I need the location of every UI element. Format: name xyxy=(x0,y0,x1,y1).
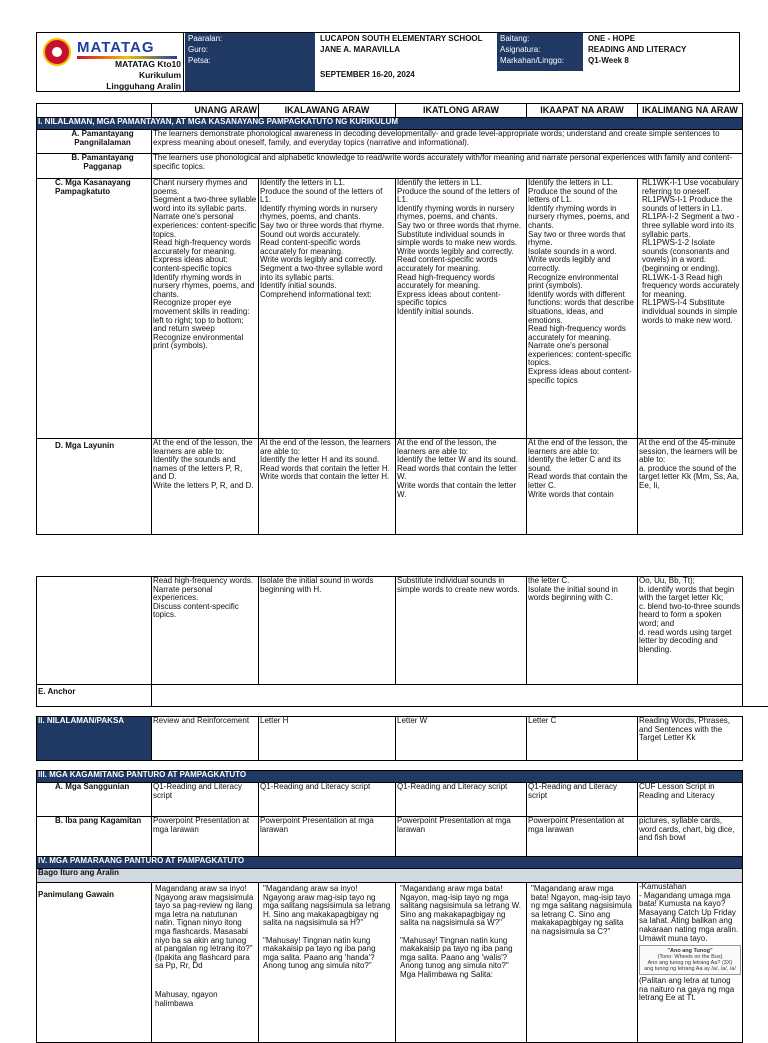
field-value-date: SEPTEMBER 16-20, 2024 xyxy=(320,70,415,79)
objective-cont-cell: Oo, Uu, Bb, Tt); b. identify words that begin with the target letter Kk; c. blend two-to-three sounds heard to form a spoken word; and d. read words using target letter by decoding and blending. xyxy=(638,577,743,685)
song-line: Ano ang tunog ng letrang Aa? (3X) xyxy=(647,960,733,967)
field-value-teacher: JANE A. MARAVILLA xyxy=(320,45,400,54)
material-cell: Powerpoint Presentation at mga larawan xyxy=(527,817,638,857)
day-header: IKAAPAT NA ARAW xyxy=(527,104,638,118)
activity-cell xyxy=(638,883,743,1043)
row-label: Panimulang Gawain xyxy=(37,883,152,1043)
material-cell: Powerpoint Presentation at mga larawan xyxy=(152,817,259,857)
competency-cell: Chant nursery rhymes and poems. Segment a two-three syllable word into its syllabic parts. Narrate one's personal experiences: content-specific topics. Read high-frequency words accurately for meaning. Express ideas about: content-specific topics Identify rhyming words in nursery rhymes, poems, and chants. Recognize proper eye movement skills in reading: left to right; top to bottom; and return sweep Recognize environmental print (symbols). xyxy=(152,179,259,439)
logo-cell xyxy=(37,33,184,91)
field-label: Markahan/Linggo: xyxy=(497,55,583,71)
empty-label-cell xyxy=(37,577,152,685)
curriculum-title xyxy=(37,59,181,92)
topic-cell: Letter W xyxy=(396,717,527,761)
objective-cont-cell: Substitute individual sounds in simple words to create new words. xyxy=(396,577,527,685)
section-title: III. MGA KAGAMITANG PANTURO AT PAMPAGKATUTO xyxy=(37,771,743,783)
anchor-cell xyxy=(152,685,743,707)
activity-text: -Kamustahan - Magandang umaga mga bata! Kumusta na kayo? Masayang Catch Up Friday sa lahat. Ating balikan ang nakaraan nating mga aralin. Umawit muna tayo. xyxy=(639,882,739,943)
material-cell: pictures, syllable cards, word cards, chart, big dice, and fish bowl xyxy=(638,817,743,857)
spacer-row xyxy=(37,761,743,771)
section-title: IV. MGA PAMARAANG PANTURO AT PAMPAGKATUTO xyxy=(37,857,743,869)
competency-cell: Identify the letters in L1. Produce the sound of the letters of L1. Identify rhyming words in nursery rhymes, poems, and chants. Say two or three words that rhyme. Isolate sounds in a word. Write words legibly and correctly. Recognize environmental print (symbols). Identify words with different functions: words that describe situations, ideas, and emotions. Read high-frequency words accurately for meaning. Narrate one's personal experiences: content-specific topics. Express ideas about content- specific topics xyxy=(527,179,638,439)
row-label: B. Iba pang Kagamitan xyxy=(37,817,152,857)
activity-text: (Palitan ang letra at tunog na naituro na gaya ng mga letrang Ee at Tt. xyxy=(639,976,735,1003)
reference-cell: Q1-Reading and Literacy script xyxy=(396,783,527,817)
lesson-table-page1 xyxy=(36,103,743,535)
song-image xyxy=(639,945,741,975)
field-label: Paaralan: xyxy=(185,33,315,44)
field-value-grade: ONE - HOPE xyxy=(588,34,636,43)
row-label: B. Pamantayang Pagganap xyxy=(37,154,152,179)
objective-cont-cell: Read high-frequency words. Narrate personal experiences. Discuss content-specific topics. xyxy=(152,577,259,685)
topic-cell: Review and Reinforcement xyxy=(152,717,259,761)
objective-cell: At the end of the lesson, the learners are able to: Identify the sounds and names of the letters P, R, and D. Write the letters P, R, and D. xyxy=(152,439,259,535)
field-label: Petsa: xyxy=(185,55,315,91)
competency-cell: RL1WK-I-1 Use vocabulary referring to oneself. RL1PWS-I-1 Produce the sounds of letters in L1. RL1PA-I-2 Segment a two -three syllable word into its syllabic parts. RL1PWS-1-2 Isolate sounds (consonants and vowels) in a word. (beginning or ending). RL1WK-1-3 Read high frequency words accurately for meaning. RL1PWS-I-4 Substitute individual sounds in simple words to make new word. xyxy=(638,179,743,439)
day-header: IKATLONG ARAW xyxy=(396,104,527,118)
objective-cont-cell: the letter C. Isolate the initial sound in words beginning with C. xyxy=(527,577,638,685)
reference-cell: CUF Lesson Script in Reading and Literacy xyxy=(638,783,743,817)
field-value-school: LUCAPON SOUTH ELEMENTARY SCHOOL xyxy=(320,34,483,43)
section-title: II. NILALAMAN/PAKSA xyxy=(37,717,152,761)
performance-standard-text: The learners use phonological and alphabetic knowledge to read/write words accurately with/for meaning and narrate personal experiences with family and content-specific topics. xyxy=(152,154,743,179)
objective-cell: At the end of the lesson, the learners are able to: Identify the letter W and its sound. Read words that contain the letter W. Write words that contain the letter W. xyxy=(396,439,527,535)
section-title: I. NILALAMAN, MGA PAMANTAYAN, AT MGA KASANAYANG PAMPAGKATUTO NG KURIKULUM xyxy=(37,118,743,130)
material-cell: Powerpoint Presentation at mga larawan xyxy=(259,817,396,857)
lesson-table-page2 xyxy=(36,576,743,1043)
row-label: C. Mga Kasanayang Pampagkatuto xyxy=(37,179,152,439)
row-label: A. Pamantayang Pangnilalaman xyxy=(37,130,152,154)
content-standard-text: The learners demonstrate phonological awareness in decoding developmentally- and grade level-appropriate words; understand and create simple sentences to express meaning about oneself, family, and everyday topics (narrative and informational). xyxy=(152,130,743,154)
competency-cell: Identify the letters in L1. Produce the sound of the letters of L1. Identify rhyming words in nursery rhymes, poems, and chants. Say two or three words that rhyme. Substitute individual sounds in simple words to make new words. Write words legibly and correctly. Read content-specific words accurately for meaning. Read high-frequency words accurately for meaning. Express ideas about content-specific topics Identify initial sounds. xyxy=(396,179,527,439)
table-edge-line xyxy=(740,706,768,707)
row-label: E. Anchor xyxy=(37,685,152,707)
day-header: IKALIMANG NA ARAW xyxy=(638,104,743,118)
lesson-header xyxy=(36,32,740,92)
spacer-row xyxy=(37,707,743,717)
curriculum-line: Lingguhang Aralin xyxy=(106,81,181,91)
competency-cell: Identify the letters in L1. Produce the sound of the letters of L1. Identify rhyming words in nursery rhymes, poems, and chants. Say two or three words that rhyme. Sound out words accurately. Read content-specific words accurately for meaning. Write words legibly and correctly. Segment a two-three syllable word into its syllabic parts. Identify initial sounds. Comprehend informational text: xyxy=(259,179,396,439)
field-value-subject: READING AND LITERACY xyxy=(588,45,687,54)
song-title: "Ano ang Tunog" xyxy=(667,948,713,955)
row-label: A. Mga Sanggunian xyxy=(37,783,152,817)
matatag-logo: MATATAG xyxy=(77,39,155,56)
reference-cell: Q1-Reading and Literacy script xyxy=(527,783,638,817)
topic-cell: Letter H xyxy=(259,717,396,761)
field-label: Asignatura: xyxy=(497,44,583,55)
field-label: Guro: xyxy=(185,44,315,55)
field-value-quarter-week: Q1-Week 8 xyxy=(588,56,629,65)
row-label: D. Mga Layunin xyxy=(37,439,152,535)
material-cell: Powerpoint Presentation at mga larawan xyxy=(396,817,527,857)
activity-cell: "Magandang araw sa inyo! Ngayong araw mag-isip tayo ng mga salitang nagsisimula sa letrang H. Sino ang makakapagbigay ng salita na nagsisimula sa H?" "Mahusay! Tingnan natin kung makakaisip pa tayo ng iba pang mga salita. Paano ang 'handa'? Anong tunog ang simula nito?" xyxy=(259,883,396,1043)
reference-cell: Q1-Reading and Literacy script xyxy=(152,783,259,817)
day-header: UNANG ARAW xyxy=(152,104,259,118)
objective-cell: At the end of the lesson, the learners are able to: Identify the letter H and its sound. Read words that contain the letter H. Write words that contain the letter H. xyxy=(259,439,396,535)
reference-cell: Q1-Reading and Literacy script xyxy=(259,783,396,817)
activity-cell: "Magandang araw mga bata! Ngayon, mag-isip tayo ng mga salitang nagsisimula sa letrang C. Sino ang makakapagbigay ng salita na nagsisimula sa C?" xyxy=(527,883,638,1043)
activity-cell: "Magandang araw mga bata! Ngayon, mag-isip tayo ng mga salitang nagsisimula sa letrang W. Sino ang makakapagbigay ng salita na nagsisimula sa W?" "Mahusay! Tingnan natin kung makakaisip pa tayo ng iba pang mga salita. Paano ang 'walis'? Anong tunog ang simula nito?" Mga Halimbawa ng Salita: xyxy=(396,883,527,1043)
day-header: IKALAWANG ARAW xyxy=(259,104,396,118)
activity-text: Magandang araw sa inyo! Ngayong araw magsisimula tayo sa pag-review ng ilang mga letra na natutunan natin. Tignan ninyo itong mga flashcards. Masasabi niyo ba sa akin ang tunog at pangalan ng letrang ito?" (Ipakita ang flashcard para sa Pp, Rr, Dd xyxy=(155,884,254,971)
song-line: ang tunog ng letrang Aa ay /a/, /a/, /a/ xyxy=(644,966,736,973)
topic-cell: Letter C xyxy=(527,717,638,761)
activity-text: Mahusay, ngayon halimbawa xyxy=(155,989,218,1008)
objective-cell: At the end of the 45-minute session, the learners will be able to: a. produce the sound of the target letter Kk (Mm, Ss, Aa, Ee, Ii, xyxy=(638,439,743,535)
field-label: Baitang: xyxy=(497,33,583,44)
objective-cont-cell: Isolate the initial sound in words beginning with H. xyxy=(259,577,396,685)
objective-cell: At the end of the lesson, the learners are able to: Identify the letter C and its sound. Read words that contain the letter C. Write words that contain xyxy=(527,439,638,535)
curriculum-line: MATATAG Kto10 xyxy=(115,59,181,69)
corner-cell xyxy=(37,104,152,118)
song-subtitle: (Tono: Wheels on the Bus) xyxy=(657,954,723,961)
topic-cell: Reading Words, Phrases, and Sentences with the Target Letter Kk xyxy=(638,717,743,761)
curriculum-line: Kurikulum xyxy=(138,70,181,80)
subsection-title: Bago Ituro ang Aralin xyxy=(37,869,743,883)
activity-cell xyxy=(152,883,259,1043)
